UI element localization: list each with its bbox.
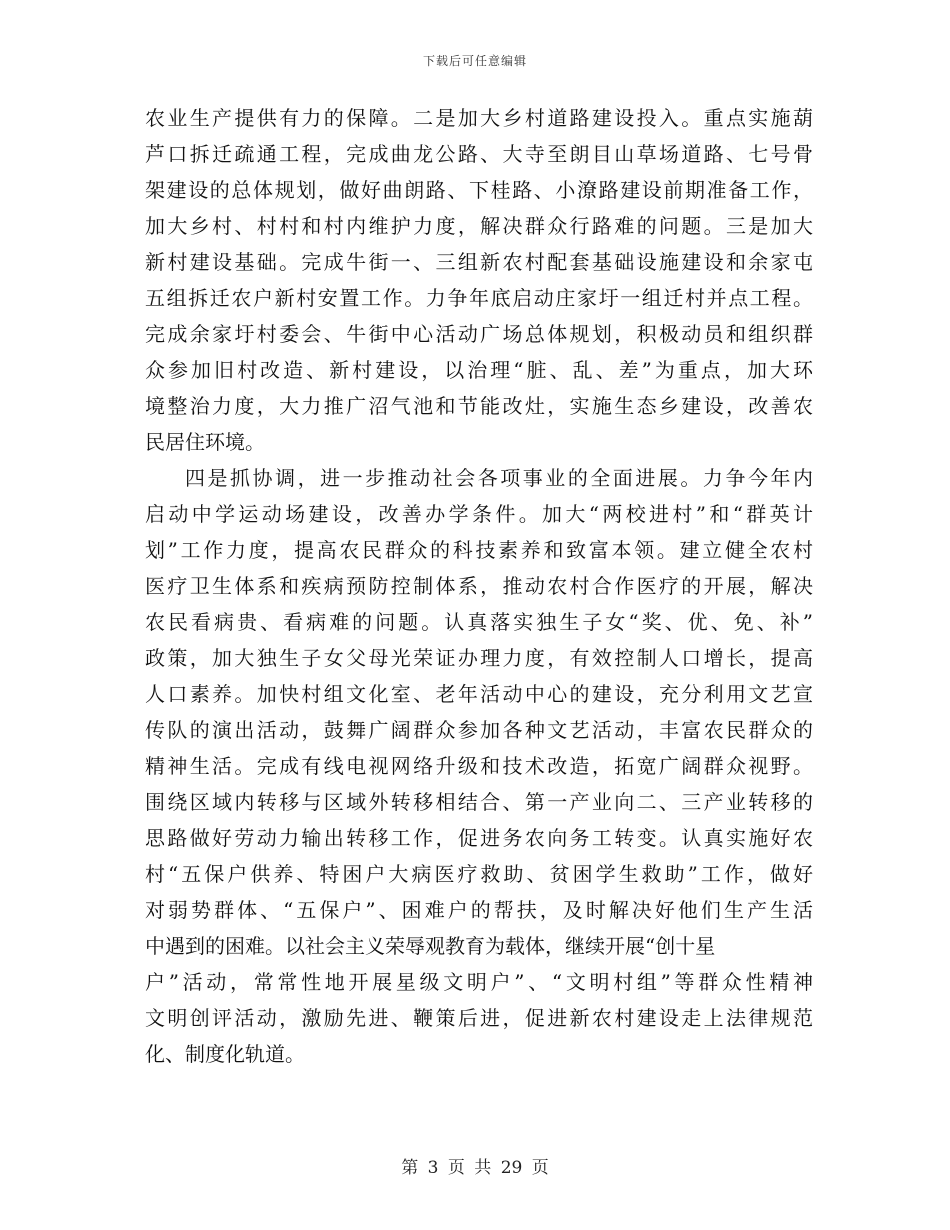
text-line: 新村建设基础。完成牛街一、三组新农村配套基础设施建设和余家屯 (145, 250, 813, 274)
text-line: 传队的演出活动，鼓舞广阔群众参加各种文艺活动，丰富农民群众的 (145, 718, 813, 742)
text-line: 政策，加大独生子女父母光荣证办理力度，有效控制人口增长，提高 (145, 646, 813, 670)
text-line: 医疗卫生体系和疾病预防控制体系，推动农村合作医疗的开展，解决 (145, 574, 813, 598)
text-line: 众参加旧村改造、新村建设，以治理“脏、乱、差”为重点，加大环 (145, 358, 813, 382)
text-line: 精神生活。完成有线电视网络升级和技术改造，拓宽广阔群众视野。 (145, 754, 813, 778)
text-line: 芦口拆迁疏通工程，完成曲龙公路、大寺至朗目山草场道路、七号骨 (145, 142, 813, 166)
text-line: 划”工作力度，提高农民群众的科技素养和致富本领。建立健全农村 (145, 538, 813, 562)
text-line: 五组拆迁农户新村安置工作。力争年底启动庄家圩一组迁村并点工程。 (145, 286, 813, 310)
text-line: 人口素养。加快村组文化室、老年活动中心的建设，充分利用文艺宣 (145, 682, 813, 706)
text-line: 启动中学运动场建设，改善办学条件。加大“两校进村”和“群英计 (145, 502, 813, 526)
text-line: 文明创评活动，激励先进、鞭策后进，促进新农村建设走上法律规范 (145, 1006, 813, 1030)
text-line: 对弱势群体、“五保户”、困难户的帮扶，及时解决好他们生产生活 (145, 898, 813, 922)
text-line: 化、制度化轨道。 (145, 1042, 305, 1066)
page-number: 第 3 页 共 29 页 (401, 1158, 549, 1178)
text-line: 境整治力度，大力推广沼气池和节能改灶，实施生态乡建设，改善农 (145, 394, 813, 418)
text-line: 思路做好劳动力输出转移工作，促进务农向务工转变。认真实施好农 (145, 826, 813, 850)
text-line: 农民看病贵、看病难的问题。认真落实独生子女“奖、优、免、补” (145, 610, 813, 634)
text-line: 民居住环境。 (145, 430, 265, 454)
text-line: 架建设的总体规划，做好曲朗路、下桂路、小潦路建设前期准备工作， (145, 178, 813, 202)
text-line: 围绕区域内转移与区域外转移相结合、第一产业向二、三产业转移的 (145, 790, 813, 814)
text-line: 完成余家圩村委会、牛街中心活动广场总体规划，积极动员和组织群 (145, 322, 813, 346)
body-text (145, 100, 813, 1072)
text-line: 四是抓协调，进一步推动社会各项事业的全面进展。力争今年内 (185, 466, 813, 490)
text-line: 加大乡村、村村和村内维护力度，解决群众行路难的问题。三是加大 (145, 214, 813, 238)
text-line: 农业生产提供有力的保障。二是加大乡村道路建设投入。重点实施葫 (145, 106, 813, 130)
page-header: 下载后可任意编辑 (422, 54, 527, 68)
text-line: 村“五保户供养、特困户大病医疗救助、贫困学生救助”工作，做好 (145, 862, 813, 886)
text-line: 户”活动，常常性地开展星级文明户”、“文明村组”等群众性精神 (145, 970, 813, 994)
text-line: 中遇到的困难。以社会主义荣辱观教育为载体，继续开展“创十星 (145, 934, 716, 958)
